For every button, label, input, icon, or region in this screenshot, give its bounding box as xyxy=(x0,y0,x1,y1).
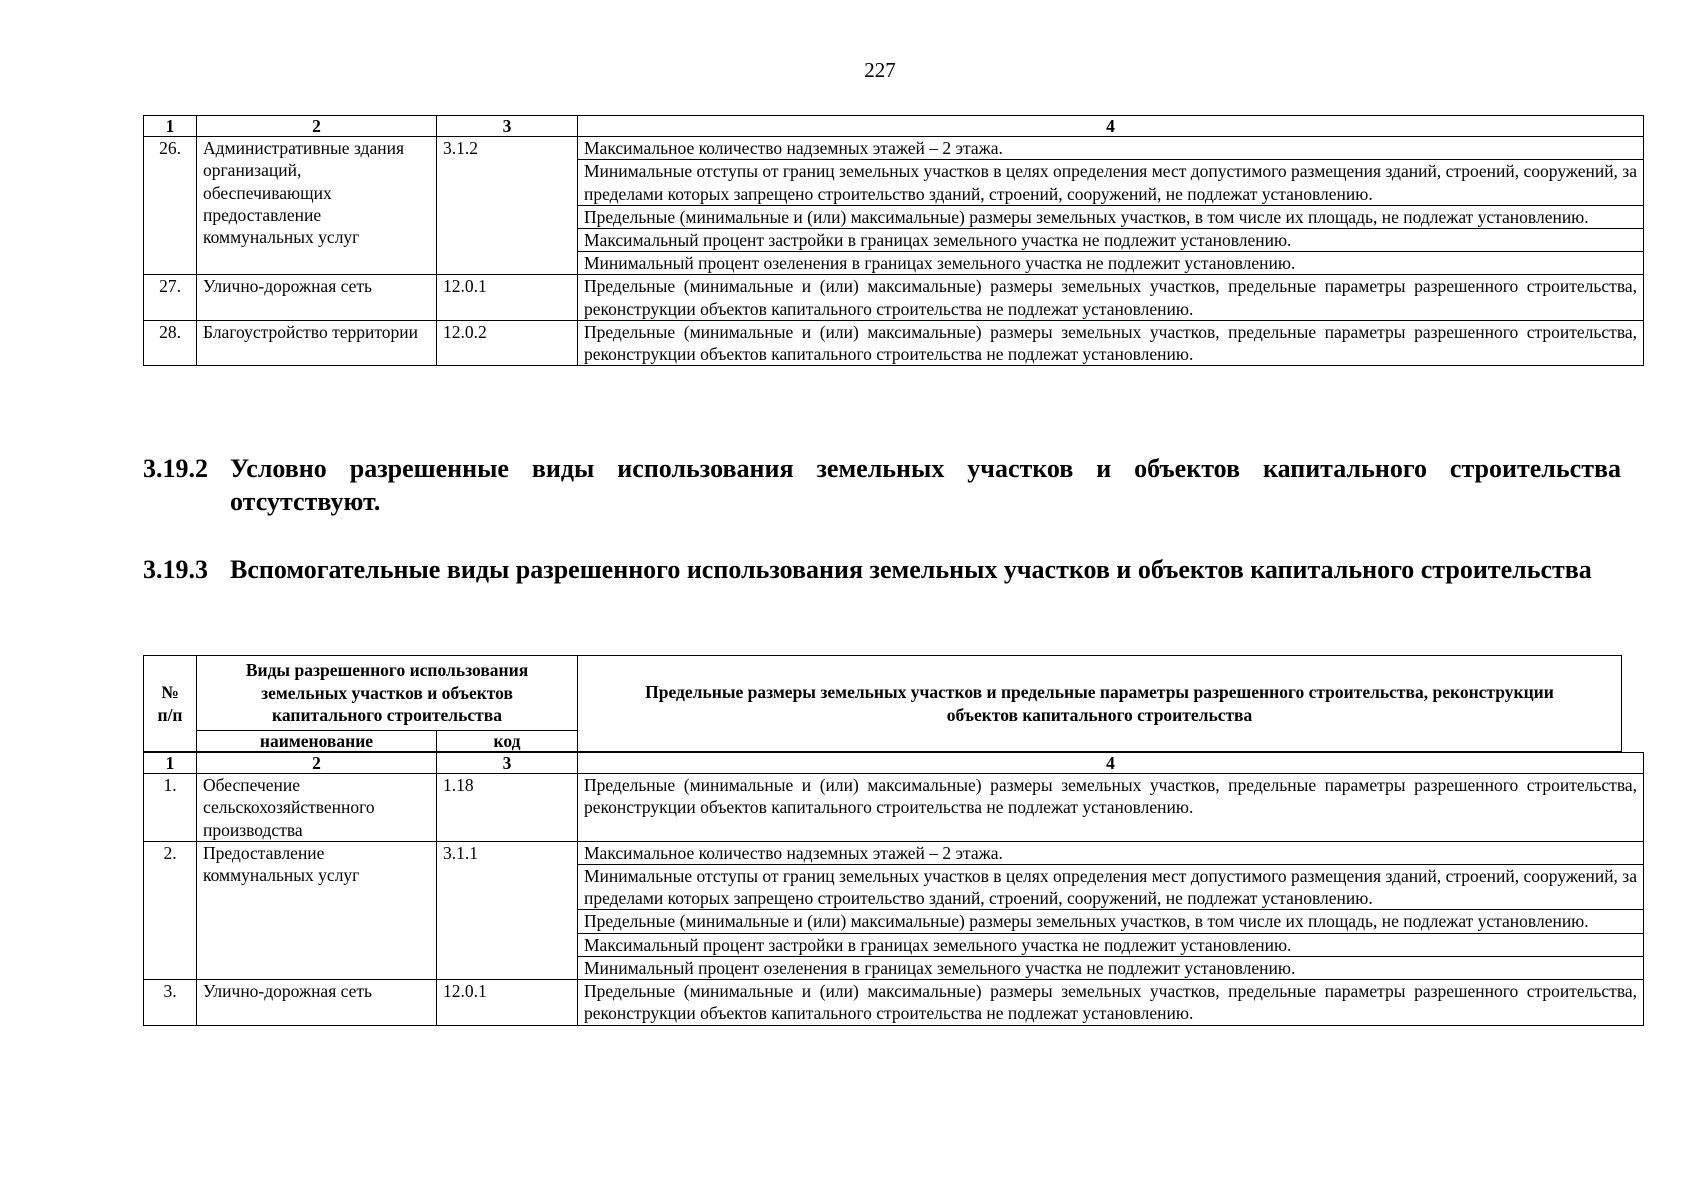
use-type-code: 3.1.1 xyxy=(437,841,578,979)
use-type-name: Предоставление коммунальных услуг xyxy=(197,841,437,979)
use-type-name: Улично-дорожная сеть xyxy=(197,275,437,320)
header-row xyxy=(144,656,1622,731)
section-heading xyxy=(143,553,1621,586)
column-number: 4 xyxy=(578,116,1644,137)
column-number: 2 xyxy=(197,753,437,774)
parameter-text: Максимальный процент застройки в границах земельного участка не подлежит установлению. xyxy=(578,229,1644,252)
use-type-code: 1.18 xyxy=(437,774,578,842)
column-number: 1 xyxy=(144,116,197,137)
header-use-kinds: Виды разрешенного использования земельных участков и объектов капитального строительства xyxy=(197,656,578,731)
parameter-text: Максимальное количество надземных этажей – 2 этажа. xyxy=(578,841,1644,864)
parameter-text: Максимальное количество надземных этажей – 2 этажа. xyxy=(578,137,1644,160)
parameter-text: Предельные (минимальные и (или) максимальные) размеры земельных участков, в том числе их площадь, не подлежат установлению. xyxy=(578,205,1644,228)
use-type-code: 3.1.2 xyxy=(437,137,578,275)
header-name: наименование xyxy=(197,731,437,752)
column-number: 4 xyxy=(578,753,1644,774)
header-params: Предельные размеры земельных участков и предельные параметры разрешенного строительства, реконструкции объектов капитального строительства xyxy=(578,656,1622,752)
table-row xyxy=(144,137,1644,160)
column-number: 1 xyxy=(144,753,197,774)
parameter-text: Минимальные отступы от границ земельных участков в целях определения мест допустимого размещения зданий, строений, сооружений, за пределами которых запрещено строительство зданий, строений, сооружений, не подлежат установлению. xyxy=(578,160,1644,205)
parameter-text: Минимальный процент озеленения в границах земельного участка не подлежит установлению. xyxy=(578,956,1644,979)
row-number: 27. xyxy=(144,275,197,320)
page-number: 227 xyxy=(864,58,896,82)
parameter-text: Минимальный процент озеленения в границах земельного участка не подлежит установлению. xyxy=(578,252,1644,275)
use-type-name: Административные здания организаций, обеспечивающих предоставление коммунальных услуг xyxy=(197,137,437,275)
auxiliary-table xyxy=(143,752,1644,1026)
use-type-name: Благоустройство территории xyxy=(197,320,437,365)
use-type-name: Улично-дорожная сеть xyxy=(197,980,437,1025)
use-type-code: 12.0.2 xyxy=(437,320,578,365)
table-row xyxy=(144,980,1644,1025)
section-title: Вспомогательные виды разрешенного использования земельных участков и объектов капитального строительства xyxy=(230,555,1592,584)
header-code: код xyxy=(437,731,578,752)
table-row xyxy=(144,774,1644,842)
column-number: 3 xyxy=(437,116,578,137)
row-number: 1. xyxy=(144,774,197,842)
column-number-row xyxy=(144,753,1644,774)
section-title: Условно разрешенные виды использования земельных участков и объектов капитального строительства отсутствуют. xyxy=(230,454,1621,517)
parameter-text: Предельные (минимальные и (или) максимальные) размеры земельных участков, предельные параметры разрешенного строительства, реконструкции объектов капитального строительства не подлежат установлению. xyxy=(578,774,1644,842)
table-row xyxy=(144,320,1644,365)
column-number: 2 xyxy=(197,116,437,137)
column-number: 3 xyxy=(437,753,578,774)
row-number: 28. xyxy=(144,320,197,365)
row-number: 2. xyxy=(144,841,197,979)
parameter-text: Максимальный процент застройки в границах земельного участка не подлежит установлению. xyxy=(578,933,1644,956)
section-number: 3.19.2 xyxy=(143,454,208,483)
header-num: № п/п xyxy=(144,656,197,752)
auxiliary-table-header xyxy=(143,655,1622,752)
table-row xyxy=(144,841,1644,864)
row-number: 3. xyxy=(144,980,197,1025)
parameter-text: Предельные (минимальные и (или) максимальные) размеры земельных участков, предельные параметры разрешенного строительства, реконструкции объектов капитального строительства не подлежат установлению. xyxy=(578,980,1644,1025)
table-row xyxy=(144,275,1644,320)
section-number: 3.19.3 xyxy=(143,555,208,584)
section-heading xyxy=(143,452,1621,519)
parameter-text: Предельные (минимальные и (или) максимальные) размеры земельных участков, в том числе их площадь, не подлежат установлению. xyxy=(578,910,1644,933)
column-number-row xyxy=(144,116,1644,137)
use-type-name: Обеспечение сельскохозяйственного производства xyxy=(197,774,437,842)
parameter-text: Предельные (минимальные и (или) максимальные) размеры земельных участков, предельные параметры разрешенного строительства, реконструкции объектов капитального строительства не подлежат установлению. xyxy=(578,320,1644,365)
row-number: 26. xyxy=(144,137,197,275)
use-type-code: 12.0.1 xyxy=(437,275,578,320)
zoning-table-main xyxy=(143,115,1644,366)
parameter-text: Предельные (минимальные и (или) максимальные) размеры земельных участков, предельные параметры разрешенного строительства, реконструкции объектов капитального строительства не подлежат установлению. xyxy=(578,275,1644,320)
use-type-code: 12.0.1 xyxy=(437,980,578,1025)
parameter-text: Минимальные отступы от границ земельных участков в целях определения мест допустимого размещения зданий, строений, сооружений, за пределами которых запрещено строительство зданий, строений, сооружений, не подлежат установлению. xyxy=(578,865,1644,910)
